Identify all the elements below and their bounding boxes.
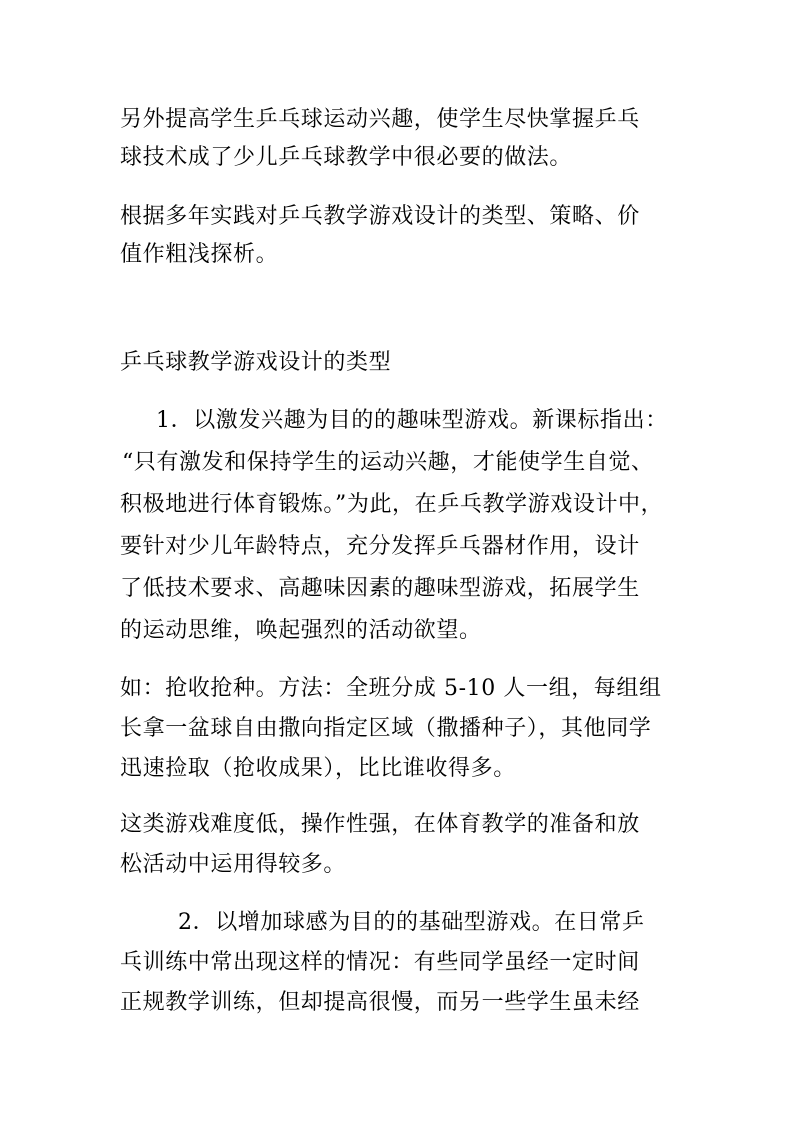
item-1-line-1: 1．以激发兴趣为目的的趣味型游戏。新课标指出： [156, 408, 668, 433]
section-heading: 乒乓球教学游戏设计的类型 [120, 350, 392, 375]
example-line-3: 迅速捡取（抢收成果），比比谁收得多。 [120, 756, 516, 781]
item-2-line-2: 乓训练中常出现这样的情况：有些同学虽经一定时间 [120, 950, 640, 975]
item-2-line-3: 正规教学训练，但却提高很慢，而另一些学生虽未经 [120, 990, 640, 1015]
item-1-line-5: 了低技术要求、高趣味因素的趣味型游戏，拓展学生 [120, 576, 640, 601]
summary-line-2: 松活动中运用得较多。 [120, 852, 347, 877]
paragraph-1-line-1: 另外提高学生乒乓球运动兴趣，使学生尽快掌握乒乓 [120, 107, 640, 132]
item-1-line-2: “只有激发和保持学生的运动兴趣，才能使学生自觉、 [122, 450, 654, 475]
summary-line-1: 这类游戏难度低，操作性强，在体育教学的准备和放 [120, 812, 640, 837]
item-1-line-4: 要针对少儿年龄特点，充分发挥乒乓器材作用，设计 [120, 534, 640, 559]
example-line-2: 长拿一盆球自由撒向指定区域（撒播种子），其他同学 [120, 716, 652, 741]
paragraph-2-line-2: 值作粗浅探析。 [120, 242, 279, 267]
paragraph-1-line-2: 球技术成了少儿乒乓球教学中很必要的做法。 [120, 145, 573, 170]
example-line-1: 如：抢收抢种。方法：全班分成 5-10 人一组，每组组 [120, 676, 662, 701]
item-1-line-3: 积极地进行体育锻炼。”为此，在乒乓教学游戏设计中， [120, 492, 664, 517]
item-2-line-1: 2．以增加球感为目的的基础型游戏。在日常乒 [178, 910, 645, 935]
paragraph-2-line-1: 根据多年实践对乒乓教学游戏设计的类型、策略、价 [120, 204, 640, 229]
item-1-line-6: 的运动思维，唤起强烈的活动欲望。 [120, 618, 482, 643]
